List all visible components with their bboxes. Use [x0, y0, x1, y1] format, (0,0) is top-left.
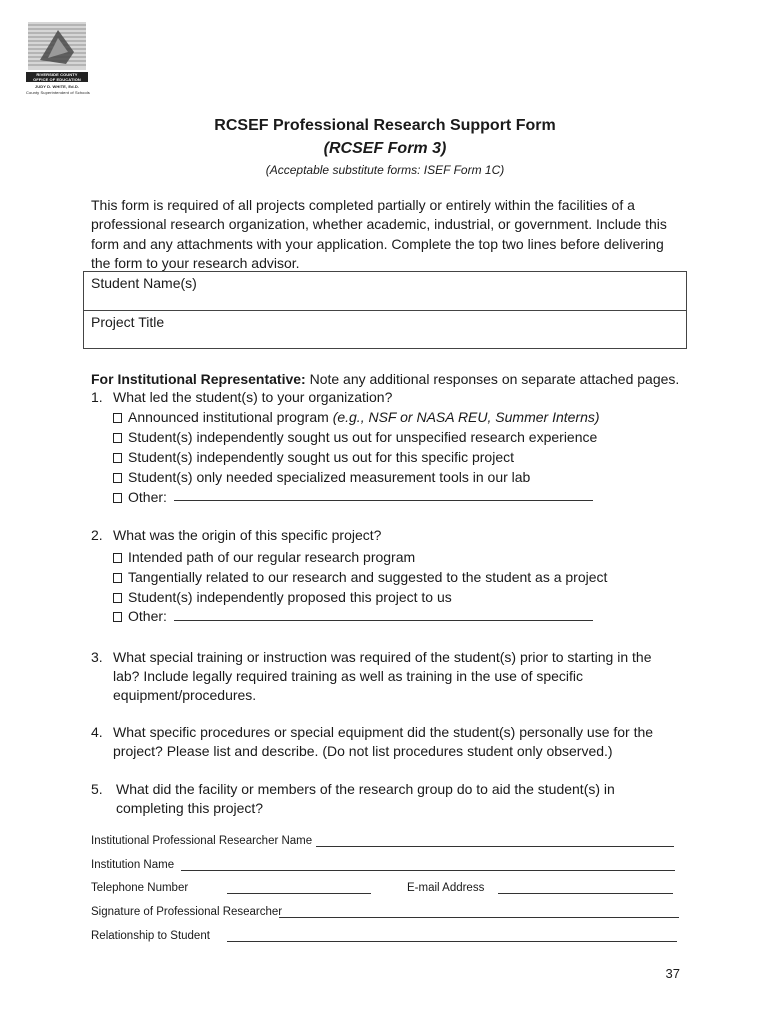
q1-option-3-label: Student(s) independently sought us out for this specific project: [128, 449, 514, 465]
checkbox[interactable]: [113, 493, 122, 503]
intro-line: professional research organization, whether academic, industrial, or government. Include this: [91, 216, 667, 233]
q5-line: completing this project?: [116, 800, 264, 816]
email-label: E-mail Address: [407, 882, 485, 894]
q2-option-1: [113, 548, 415, 566]
q3-text: [113, 648, 651, 705]
q2-option-4: [113, 607, 167, 625]
q1-option-5: [113, 488, 167, 506]
q2-option-2-label: Tangentially related to our research and suggested to the student as a project: [128, 569, 608, 585]
checkbox[interactable]: [113, 433, 122, 443]
institutional-rep-instructions: [91, 370, 679, 388]
q3-number: 3.: [91, 649, 103, 665]
intro-line: form and any attachments with your application. Complete the top two lines before delivering: [91, 235, 664, 252]
q4-line: What specific procedures or special equipment did the student(s) personally use for the: [113, 724, 654, 740]
checkbox[interactable]: [113, 453, 122, 463]
researcher-name-input[interactable]: [316, 846, 674, 847]
q1-option-2-label: Student(s) independently sought us out for unspecified research experience: [128, 429, 598, 445]
checkbox[interactable]: [113, 413, 122, 423]
q1-option-5-label: Other:: [128, 489, 167, 505]
logo-line-1: RIVERSIDE COUNTY: [26, 72, 88, 77]
logo-emblem-icon: [28, 22, 86, 70]
telephone-label: Telephone Number: [91, 882, 189, 894]
intro-paragraph: [91, 196, 691, 274]
q1-option-1-examples: (e.g., NSF or NASA REU, Summer Interns): [332, 409, 600, 425]
q5-line: What did the facility or members of the research group do to aid the student(s) in: [116, 781, 615, 797]
q4-number: 4.: [91, 724, 103, 740]
q2-option-2: [113, 568, 607, 586]
q2-option-3: [113, 588, 452, 606]
checkbox[interactable]: [113, 593, 122, 603]
form-subtitle: (RCSEF Form 3): [323, 140, 447, 157]
checkbox[interactable]: [113, 573, 122, 583]
q2-option-4-label: Other:: [128, 608, 167, 624]
email-input[interactable]: [498, 893, 673, 894]
logo-line-4: County Superintendent of Schools: [26, 90, 90, 95]
q2-number: 2.: [91, 527, 103, 543]
q1-other-input[interactable]: [174, 500, 593, 501]
relationship-input[interactable]: [227, 941, 677, 942]
q1-option-4: [113, 468, 530, 486]
logo-line-3: JUDY D. WHITE, Ed.D.: [34, 84, 80, 89]
q2-option-1-label: Intended path of our regular research program: [128, 549, 416, 565]
q4-line: project? Please list and describe. (Do not list procedures student only observed.): [113, 743, 613, 759]
q3-line: equipment/procedures.: [113, 687, 257, 703]
q2-option-3-label: Student(s) independently proposed this project to us: [128, 589, 452, 605]
checkbox[interactable]: [113, 553, 122, 563]
page-number: 37: [665, 966, 680, 981]
intro-line: This form is required of all projects completed partially or entirely within the facilities of a: [91, 197, 635, 213]
institutional-rep-label: For Institutional Representative:: [91, 371, 306, 387]
checkbox[interactable]: [113, 612, 122, 622]
institutional-rep-note: Note any additional responses on separate attached pages.: [305, 371, 680, 387]
q3-line: lab? Include legally required training as well as training in the use of specific: [113, 668, 584, 684]
telephone-input[interactable]: [227, 893, 371, 894]
form-title: RCSEF Professional Research Support Form: [214, 117, 556, 134]
riverside-county-logo: [26, 22, 88, 100]
q2-text: What was the origin of this specific project?: [113, 527, 382, 543]
checkbox[interactable]: [113, 473, 122, 483]
institution-name-label: Institution Name: [91, 859, 175, 871]
q5-text: [116, 780, 615, 818]
signature-input[interactable]: [279, 917, 679, 918]
q1-text: What led the student(s) to your organization?: [113, 389, 393, 405]
q1-option-1-label: Announced institutional program: [128, 409, 333, 425]
signature-label: Signature of Professional Researcher: [91, 906, 283, 918]
q1-number: 1.: [91, 389, 103, 405]
institution-name-input[interactable]: [181, 870, 675, 871]
q1-option-3: [113, 448, 514, 466]
q3-line: What special training or instruction was required of the student(s) prior to starting in the: [113, 649, 652, 665]
student-names-field[interactable]: [83, 271, 687, 310]
intro-line: the form to your research advisor.: [91, 255, 300, 272]
q5-number: 5.: [91, 781, 103, 797]
project-title-label: Project Title: [91, 314, 165, 330]
q1-option-4-label: Student(s) only needed specialized measurement tools in our lab: [128, 469, 531, 485]
logo-line-2: OFFICE OF EDUCATION: [26, 77, 88, 82]
researcher-name-label: Institutional Professional Researcher Name: [91, 835, 313, 847]
project-title-field[interactable]: [83, 310, 687, 349]
relationship-label: Relationship to Student: [91, 930, 210, 942]
q4-text: [113, 723, 653, 761]
q2-other-input[interactable]: [174, 620, 593, 621]
q1-option-2: [113, 428, 597, 446]
student-names-label: Student Name(s): [91, 275, 197, 291]
q1-option-1: [113, 408, 600, 426]
substitute-forms-note: (Acceptable substitute forms: ISEF Form 1C): [265, 163, 505, 177]
